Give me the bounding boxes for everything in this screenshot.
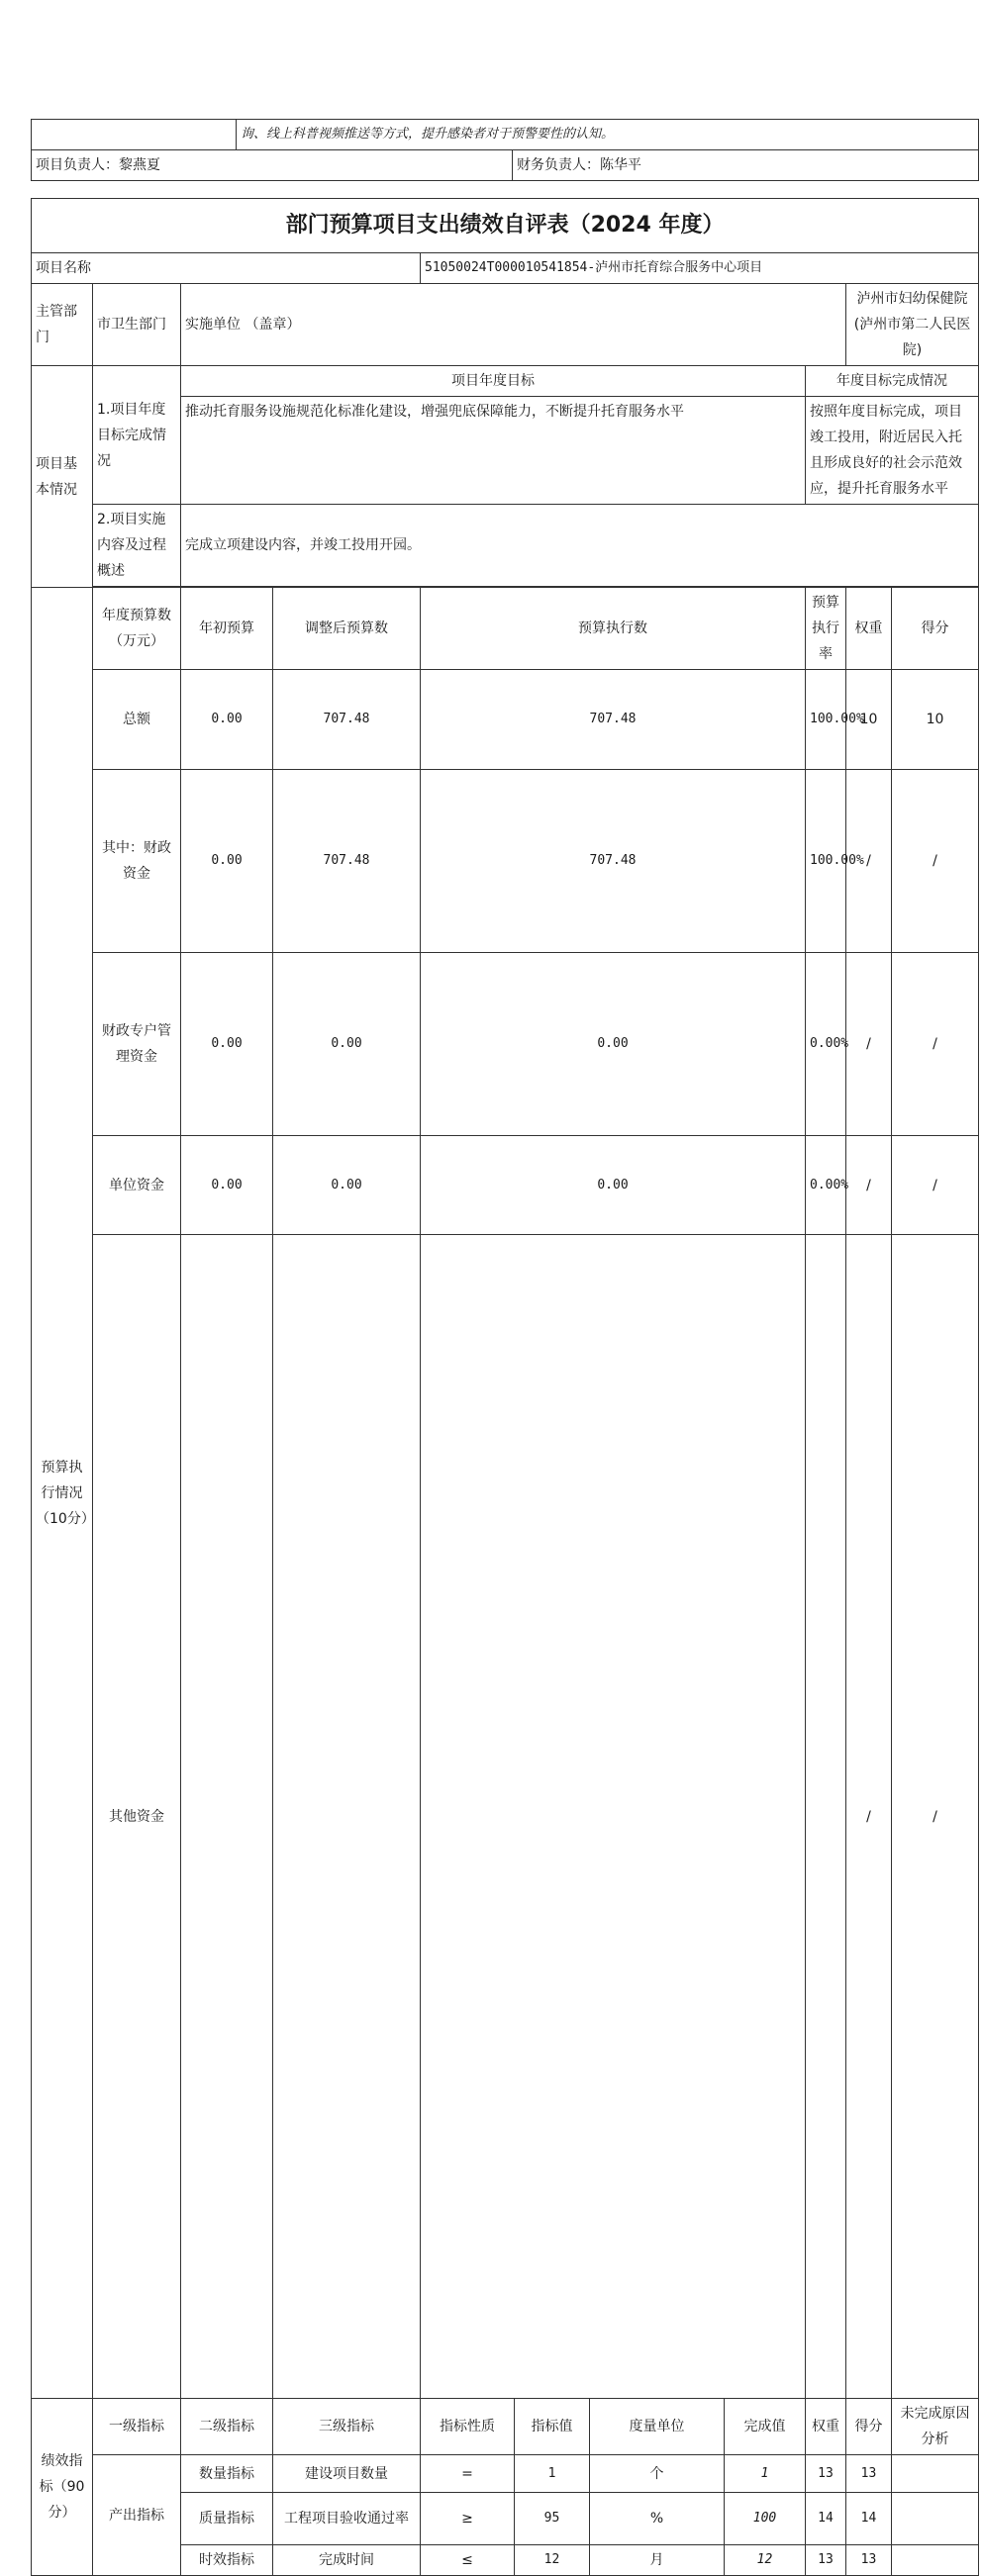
- perf-l3: 完成时间: [273, 2545, 421, 2576]
- project-name-label: 项目名称: [32, 253, 421, 284]
- budget-executed: 707.48: [421, 670, 806, 770]
- budget-score: /: [892, 1135, 979, 1235]
- perf-l2: 数量指标: [181, 2455, 273, 2493]
- perf-header-nature: 指标性质: [421, 2399, 515, 2455]
- perf-group-label: 产出指标: [93, 2455, 181, 2576]
- annual-goal-header: 项目年度目标: [181, 366, 806, 397]
- budget-rate: 0.00%: [806, 1135, 846, 1235]
- perf-nature: ≥: [421, 2493, 515, 2545]
- budget-row-label: 其他资金: [93, 1235, 181, 2399]
- perf-section-label: 绩效指标（90分）: [32, 2399, 93, 2576]
- budget-score: /: [892, 952, 979, 1135]
- budget-executed: [421, 1235, 806, 2399]
- implementation-label: 2.项目实施内容及过程概述: [93, 505, 181, 587]
- budget-header-score: 得分: [892, 588, 979, 670]
- goal-completion-header: 年度目标完成情况: [806, 366, 979, 397]
- goal-completion-text: 按照年度目标完成，项目竣工投用，附近居民入托且形成良好的社会示范效应，提升托育服务水平: [806, 397, 979, 505]
- budget-weight: 10: [846, 670, 892, 770]
- previous-table-tail: [31, 119, 979, 181]
- budget-row-label: 总额: [93, 670, 181, 770]
- budget-weight: /: [846, 1235, 892, 2399]
- budget-row: [32, 952, 979, 1135]
- perf-header-target: 指标值: [515, 2399, 590, 2455]
- budget-executed: 707.48: [421, 769, 806, 952]
- perf-header-done: 完成值: [725, 2399, 806, 2455]
- perf-nature: =: [421, 2455, 515, 2493]
- budget-row-label: 财政专户管理资金: [93, 952, 181, 1135]
- budget-adjusted: 707.48: [273, 769, 421, 952]
- perf-row: [32, 2455, 979, 2493]
- perf-header-l3: 三级指标: [273, 2399, 421, 2455]
- perf-l3: 建设项目数量: [273, 2455, 421, 2493]
- perf-score: 14: [846, 2493, 892, 2545]
- perf-analysis: [892, 2493, 979, 2545]
- perf-weight: 14: [806, 2493, 846, 2545]
- perf-score: 13: [846, 2545, 892, 2576]
- budget-initial: 0.00: [181, 952, 273, 1135]
- budget-rate: 0.00%: [806, 952, 846, 1135]
- self-evaluation-form: [31, 198, 979, 2576]
- budget-score: /: [892, 769, 979, 952]
- budget-initial: [181, 1235, 273, 2399]
- perf-analysis: [892, 2455, 979, 2493]
- perf-target: 1: [515, 2455, 590, 2493]
- budget-row: [32, 769, 979, 952]
- budget-row-label: 单位资金: [93, 1135, 181, 1235]
- form-title: 部门预算项目支出绩效自评表（2024 年度）: [32, 199, 979, 253]
- perf-header-weight: 权重: [806, 2399, 846, 2455]
- implementation-text: 完成立项建设内容，并竣工投用开园。: [181, 505, 979, 587]
- perf-score: 13: [846, 2455, 892, 2493]
- perf-header-unit: 度量单位: [590, 2399, 725, 2455]
- budget-rate: 100.00%: [806, 769, 846, 952]
- budget-section-label: 预算执行情况（10分）: [32, 588, 93, 2399]
- perf-header-score: 得分: [846, 2399, 892, 2455]
- perf-unit: %: [590, 2493, 725, 2545]
- perf-unit: 个: [590, 2455, 725, 2493]
- budget-rate: 100.00%: [806, 670, 846, 770]
- budget-executed: 0.00: [421, 952, 806, 1135]
- basic-info-label: 项目基本情况: [32, 366, 93, 588]
- perf-l3: 工程项目验收通过率: [273, 2493, 421, 2545]
- budget-executed: 0.00: [421, 1135, 806, 1235]
- budget-weight: /: [846, 952, 892, 1135]
- perf-header-l1: 一级指标: [93, 2399, 181, 2455]
- annual-goal-text: 推动托育服务设施规范化标准化建设，增强兜底保障能力，不断提升托育服务水平: [181, 397, 806, 505]
- budget-adjusted: 0.00: [273, 1135, 421, 1235]
- perf-header-analysis: 未完成原因分析: [892, 2399, 979, 2455]
- previous-continued-text: 询、线上科普视频推送等方式，提升感染者对于预警要性的认知。: [237, 120, 979, 150]
- budget-header-rate: 预算执行率: [806, 588, 846, 670]
- implementing-unit-label: 实施单位 （盖章）: [181, 284, 846, 366]
- project-name-value: 51050024T000010541854-泸州市托育综合服务中心项目: [421, 253, 979, 284]
- budget-header-weight: 权重: [846, 588, 892, 670]
- project-leader: 项目负责人：黎燕夏: [32, 150, 513, 181]
- budget-header-annual: 年度预算数（万元）: [93, 588, 181, 670]
- budget-score: /: [892, 1235, 979, 2399]
- budget-weight: /: [846, 769, 892, 952]
- budget-header-executed: 预算执行数: [421, 588, 806, 670]
- perf-unit: 月: [590, 2545, 725, 2576]
- budget-row: [32, 670, 979, 770]
- previous-left-cell: [32, 120, 237, 150]
- budget-initial: 0.00: [181, 670, 273, 770]
- perf-target: 12: [515, 2545, 590, 2576]
- budget-header-initial: 年初预算: [181, 588, 273, 670]
- budget-header-adjusted: 调整后预算数: [273, 588, 421, 670]
- annual-goal-label: 1.项目年度目标完成情况: [93, 366, 181, 505]
- perf-target: 95: [515, 2493, 590, 2545]
- budget-score: 10: [892, 670, 979, 770]
- perf-nature: ≤: [421, 2545, 515, 2576]
- budget-adjusted: 707.48: [273, 670, 421, 770]
- implementing-unit-value: 泸州市妇幼保健院(泸州市第二人民医院): [846, 284, 979, 366]
- perf-done: 100: [725, 2493, 806, 2545]
- department-value: 市卫生部门: [93, 284, 181, 366]
- budget-adjusted: [273, 1235, 421, 2399]
- budget-row: [32, 1135, 979, 1235]
- budget-row: [32, 1235, 979, 2399]
- budget-rate: [806, 1235, 846, 2399]
- department-label: 主管部门: [32, 284, 93, 366]
- perf-done: 12: [725, 2545, 806, 2576]
- finance-leader: 财务负责人：陈华平: [513, 150, 979, 181]
- perf-weight: 13: [806, 2455, 846, 2493]
- budget-row-label: 其中：财政资金: [93, 769, 181, 952]
- perf-done: 1: [725, 2455, 806, 2493]
- budget-initial: 0.00: [181, 1135, 273, 1235]
- perf-header-l2: 二级指标: [181, 2399, 273, 2455]
- budget-adjusted: 0.00: [273, 952, 421, 1135]
- budget-weight: /: [846, 1135, 892, 1235]
- perf-analysis: [892, 2545, 979, 2576]
- perf-l2: 质量指标: [181, 2493, 273, 2545]
- budget-initial: 0.00: [181, 769, 273, 952]
- perf-l2: 时效指标: [181, 2545, 273, 2576]
- perf-weight: 13: [806, 2545, 846, 2576]
